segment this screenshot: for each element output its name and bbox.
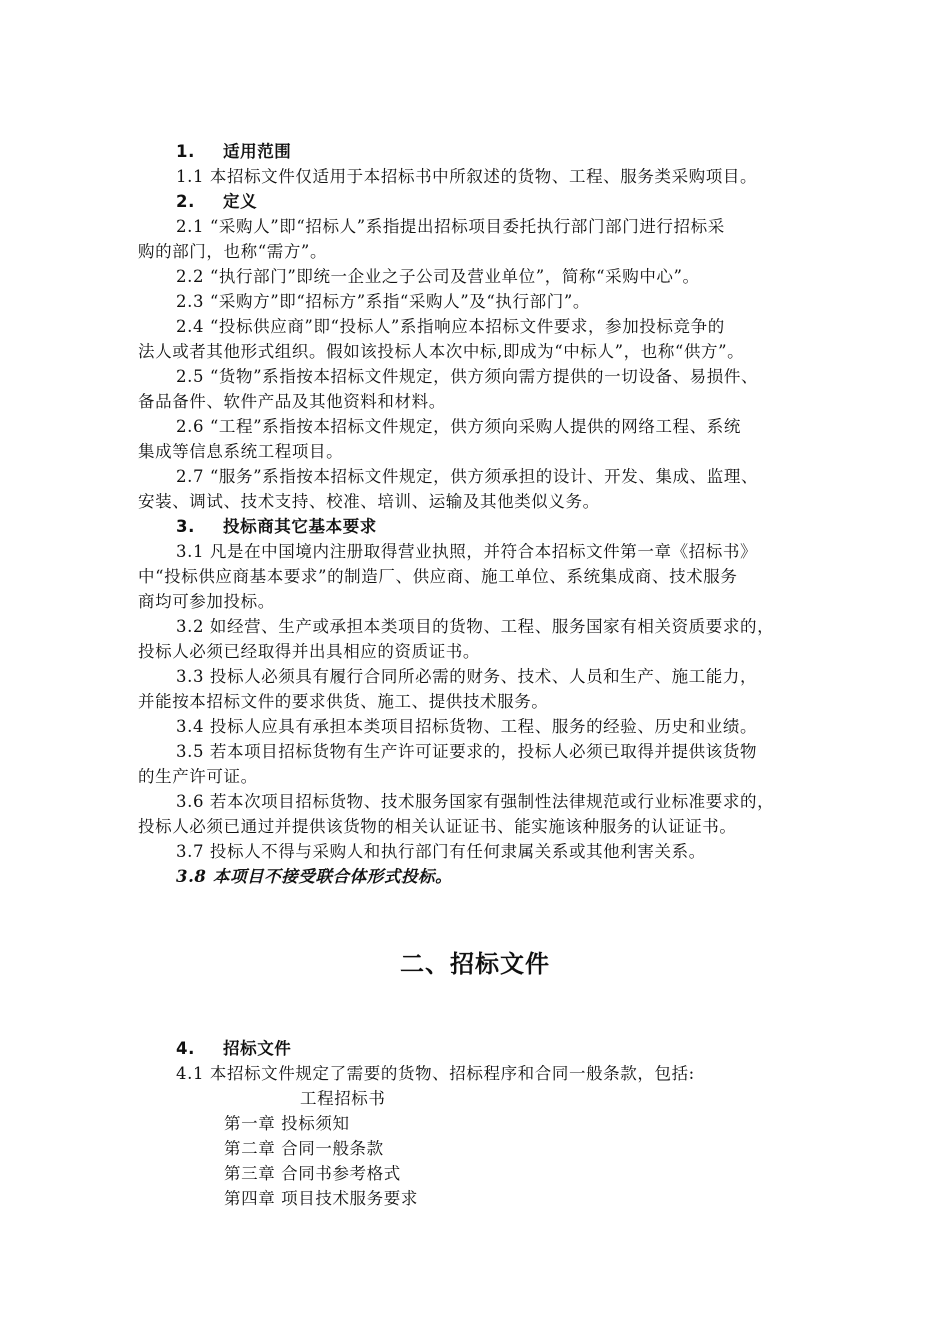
para-3-7: 3.7 投标人不得与采购人和执行部门有任何隶属关系或其他利害关系。 (176, 842, 706, 861)
para-2-4-line2: 法人或者其他形式组织。假如该投标人本次中标,即成为“中标人”，也称“供方”。 (138, 342, 745, 361)
para-2-7-line1: 2.7 “服务”系指按本招标文件规定，供方须承担的设计、开发、集成、监理、 (176, 467, 759, 486)
section-2-heading: 2. 定义 (176, 192, 258, 211)
para-2-3: 2.3 “采购方”即“招标方”系指“采购人”及“执行部门”。 (176, 292, 590, 311)
para-3-4: 3.4 投标人应具有承担本类项目招标货物、工程、服务的经验、历史和业绩。 (176, 717, 758, 736)
para-3-3-line2: 并能按本招标文件的要求供货、施工、提供技术服务。 (138, 692, 549, 711)
para-3-2-line2: 投标人必须已经取得并出具相应的资质证书。 (138, 642, 480, 661)
para-2-5-line2: 备品备件、软件产品及其他资料和材料。 (138, 392, 446, 411)
chapter-title: 二、招标文件 (400, 950, 550, 978)
para-2-4-line1: 2.4 “投标供应商”即“投标人”系指响应本招标文件要求，参加投标竞争的 (176, 317, 725, 336)
para-3-5-line1: 3.5 若本项目招标货物有生产许可证要求的，投标人必须已取得并提供该货物 (176, 742, 758, 761)
para-3-2-line1: 3.2 如经营、生产或承担本类项目的货物、工程、服务国家有相关资质要求的， (176, 617, 775, 636)
para-3-5-line2: 的生产许可证。 (138, 767, 258, 786)
section-3-heading: 3. 投标商其它基本要求 (176, 517, 377, 536)
para-2-6-line2: 集成等信息系统工程项目。 (138, 442, 344, 461)
toc-item: 第二章 合同一般条款 (224, 1139, 384, 1158)
para-3-8: 3.8 本项目不接受联合体形式投标。 (176, 867, 453, 886)
toc-item: 第三章 合同书参考格式 (224, 1164, 401, 1183)
para-3-3-line1: 3.3 投标人必须具有履行合同所必需的财务、技术、人员和生产、施工能力， (176, 667, 758, 686)
para-1-1: 1.1 本招标文件仅适用于本招标书中所叙述的货物、工程、服务类采购项目。 (176, 167, 758, 186)
para-3-6-line2: 投标人必须已通过并提供该货物的相关认证证书、能实施该种服务的认证证书。 (138, 817, 737, 836)
para-3-1-line1: 3.1 凡是在中国境内注册取得营业执照，并符合本招标文件第一章《招标书》 (176, 542, 758, 561)
para-2-6-line1: 2.6 “工程”系指按本招标文件规定，供方须向采购人提供的网络工程、系统 (176, 417, 741, 436)
section-4-heading: 4. 招标文件 (176, 1039, 292, 1058)
toc-item: 第四章 项目技术服务要求 (224, 1189, 418, 1208)
para-3-1-line2: 中“投标供应商基本要求”的制造厂、供应商、施工单位、系统集成商、技术服务 (138, 567, 738, 586)
para-2-7-line2: 安装、调试、技术支持、校准、培训、运输及其他类似义务。 (138, 492, 600, 511)
toc-intro: 工程招标书 (300, 1089, 386, 1108)
para-2-5-line1: 2.5 “货物”系指按本招标文件规定，供方须向需方提供的一切设备、易损件、 (176, 367, 759, 386)
para-3-1-line3: 商均可参加投标。 (138, 592, 275, 611)
para-2-1-line2: 购的部门，也称“需方”。 (138, 242, 328, 261)
section-1-heading: 1. 适用范围 (176, 142, 292, 161)
para-3-6-line1: 3.6 若本次项目招标货物、技术服务国家有强制性法律规范或行业标准要求的， (176, 792, 775, 811)
para-4-1: 4.1 本招标文件规定了需要的货物、招标程序和合同一般条款，包括: (176, 1064, 695, 1083)
toc-item: 第一章 投标须知 (224, 1114, 350, 1133)
para-2-2: 2.2 “执行部门”即统一企业之子公司及营业单位”，简称“采购中心”。 (176, 267, 700, 286)
para-2-1-line1: 2.1 “采购人”即“招标人”系指提出招标项目委托执行部门部门进行招标采 (176, 217, 725, 236)
